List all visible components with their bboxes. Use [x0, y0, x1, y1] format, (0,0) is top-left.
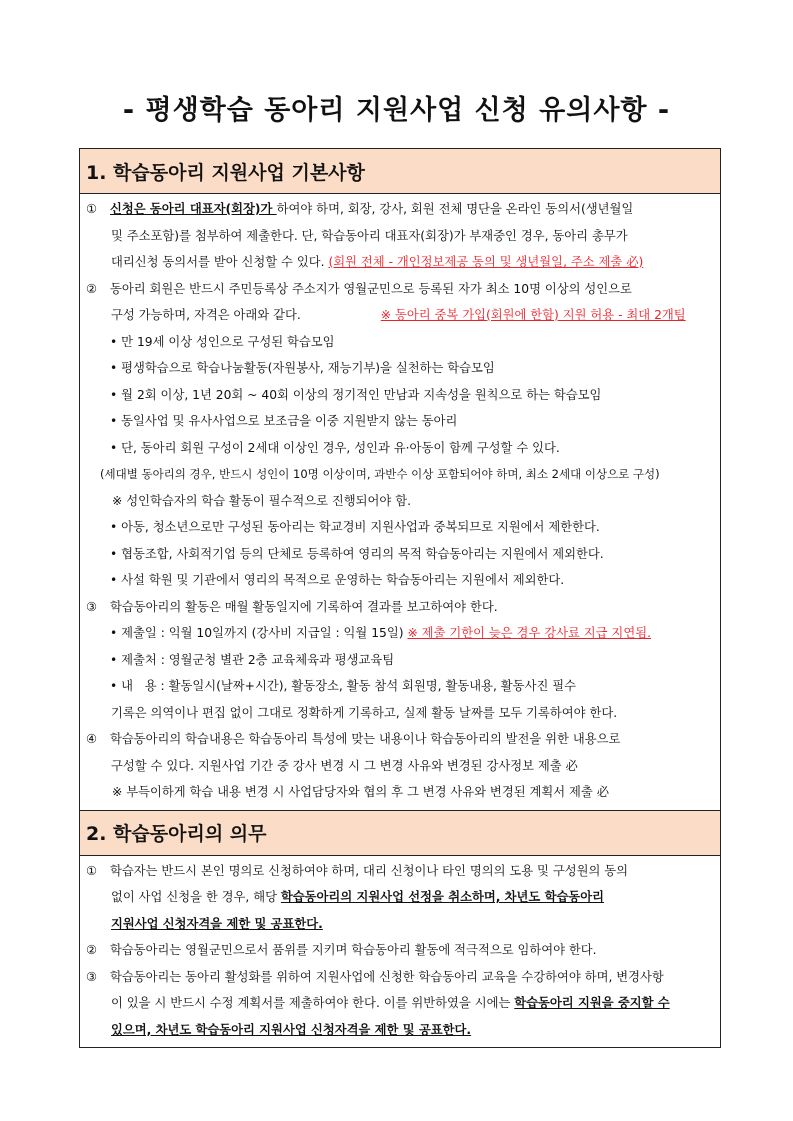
s1-item1-line3: 대리신청 동의서를 받아 신청할 수 있다. (회원 전체 - 개인정보제공 동의 및 생년월일, 주소 제출 必) — [111, 255, 644, 269]
s2-item2-line1: ② 학습동아리는 영월군민으로서 품위를 지키며 학습동아리 활동에 적극적으로 임하여야 한다. — [86, 943, 597, 957]
section-2-heading: 2. 학습동아리의 의무 — [80, 810, 720, 856]
s1-bullet: • 만 19세 이상 성인으로 구성된 학습모임 — [110, 334, 335, 349]
section-1-body — [80, 194, 720, 810]
s1-item1-line1: ① 신청은 동아리 대표자(회장)가 하여야 하며, 회장, 강사, 회원 전체 명단을 온라인 동의서(생년월일 — [86, 202, 634, 216]
s1-item3-last: 기록은 의역이나 편집 없이 그대로 정확하게 기록하고, 실제 활동 날짜를 모두 기록하여야 한다. — [111, 705, 618, 720]
s1-item4-line1: ④ 학습동아리의 학습내용은 학습동아리 특성에 맞는 내용이나 학습동아리의 발전을 위한 내용으로 — [86, 732, 621, 746]
s1-bullet: • 아동, 청소년으로만 구성된 동아리는 학교경비 지원사업과 중복되므로 지원에서 제한한다. — [110, 520, 600, 534]
s1-bullet: • 사설 학원 및 기관에서 영리의 목적으로 운영하는 학습동아리는 지원에서 제외한다. — [110, 573, 565, 587]
s2-item1-line2: 없이 사업 신청을 한 경우, 해당 학습동아리의 지원사업 선정을 취소하며, 차년도 학습동아리 — [111, 890, 604, 904]
s1-item2-line2: 구성 가능하며, 자격은 아래와 같다. ※ 동아리 중복 가입(회원에 한함) 지원 허용 - 최대 2개팀 — [111, 308, 686, 322]
s1-item2-line1: ② 동아리 회원은 반드시 주민등록상 주소지가 영월군민으로 등록된 자가 최소 10명 이상의 성인으로 — [86, 281, 632, 296]
s1-bullet: • 평생학습으로 학습나눔활동(자원봉사, 재능기부)을 실천하는 학습모임 — [110, 361, 495, 375]
s1-star-note: ※ 성인학습자의 학습 활동이 필수적으로 진행되어야 함. — [112, 493, 411, 508]
s2-item3-line2: 이 있을 시 반드시 수정 계획서를 제출하여야 한다. 이를 위반하였을 시에는 학습동아리 지원을 중지할 수 — [111, 996, 670, 1010]
s1-item1-line2: 및 주소포함)를 첨부하여 제출한다. 단, 학습동아리 대표자(회장)가 부재중인 경우, 동아리 총무가 — [111, 228, 628, 243]
s2-item3-line3: 있으며, 차년도 학습동아리 지원사업 신청자격을 제한 및 공표한다. — [111, 1022, 472, 1037]
s1-item4-line2: 구성할 수 있다. 지원사업 기간 중 강사 변경 시 그 변경 사유와 변경된 강사정보 제출 必 — [111, 758, 578, 773]
s2-item1-line3: 지원사업 신청자격을 제한 및 공표한다. — [111, 916, 323, 931]
s1-bullet: • 동일사업 및 유사사업으로 보조금을 이중 지원받지 않는 동아리 — [110, 414, 458, 428]
s1-bullet: • 단, 동아리 회원 구성이 2세대 이상인 경우, 성인과 유·아동이 함께 구성할 수 있다. — [110, 440, 560, 455]
s2-item3-line1: ③ 학습동아리는 동아리 활성화를 위하여 지원사업에 신청한 학습동아리 교육을 수강하여야 하며, 변경사항 — [86, 969, 664, 984]
s1-item4-line3: ※ 부득이하게 학습 내용 변경 시 사업담당자와 협의 후 그 변경 사유와 변경된 계획서 제출 必 — [112, 785, 609, 799]
s1-item3-submit-date: • 제출일 : 익월 10일까지 (강사비 지급일 : 익월 15일) ※ 제출 기한이 늦은 경우 강사료 지급 지연됨. — [110, 626, 651, 640]
document-title: - 평생학습 동아리 지원사업 신청 유의사항 - — [122, 95, 671, 126]
s1-paren-note: (세대별 동아리의 경우, 반드시 성인이 10명 이상이며, 과반수 이상 포함되어야 하며, 최소 2세대 이상으로 구성) — [100, 467, 660, 481]
section-2-body — [80, 856, 720, 1048]
s1-item3-submit-place: • 제출처 : 영월군청 별관 2층 교육체육과 평생교육팀 — [110, 652, 395, 667]
s2-item1-line1: ① 학습자는 반드시 본인 명의로 신청하여야 하며, 대리 신청이나 타인 명의의 도용 및 구성원의 동의 — [86, 863, 628, 878]
s1-bullet: • 협동조합, 사회적기업 등의 단체로 등록하여 영리의 목적 학습동아리는 지원에서 제외한다. — [110, 546, 604, 561]
s1-item3-line1: ③ 학습동아리의 활동은 매월 활동일지에 기록하여 결과를 보고하여야 한다. — [86, 599, 498, 614]
notice-table — [79, 148, 721, 1048]
s1-item3-content: • 내 용 : 활동일시(날짜+시간), 활동장소, 활동 참석 회원명, 활동내용, 활동사진 필수 — [110, 679, 576, 693]
section-1-heading: 1. 학습동아리 지원사업 기본사항 — [80, 149, 720, 194]
s1-bullet: • 월 2회 이상, 1년 20회 ~ 40회 이상의 정기적인 만남과 지속성을 원칙으로 하는 학습모임 — [110, 387, 602, 402]
